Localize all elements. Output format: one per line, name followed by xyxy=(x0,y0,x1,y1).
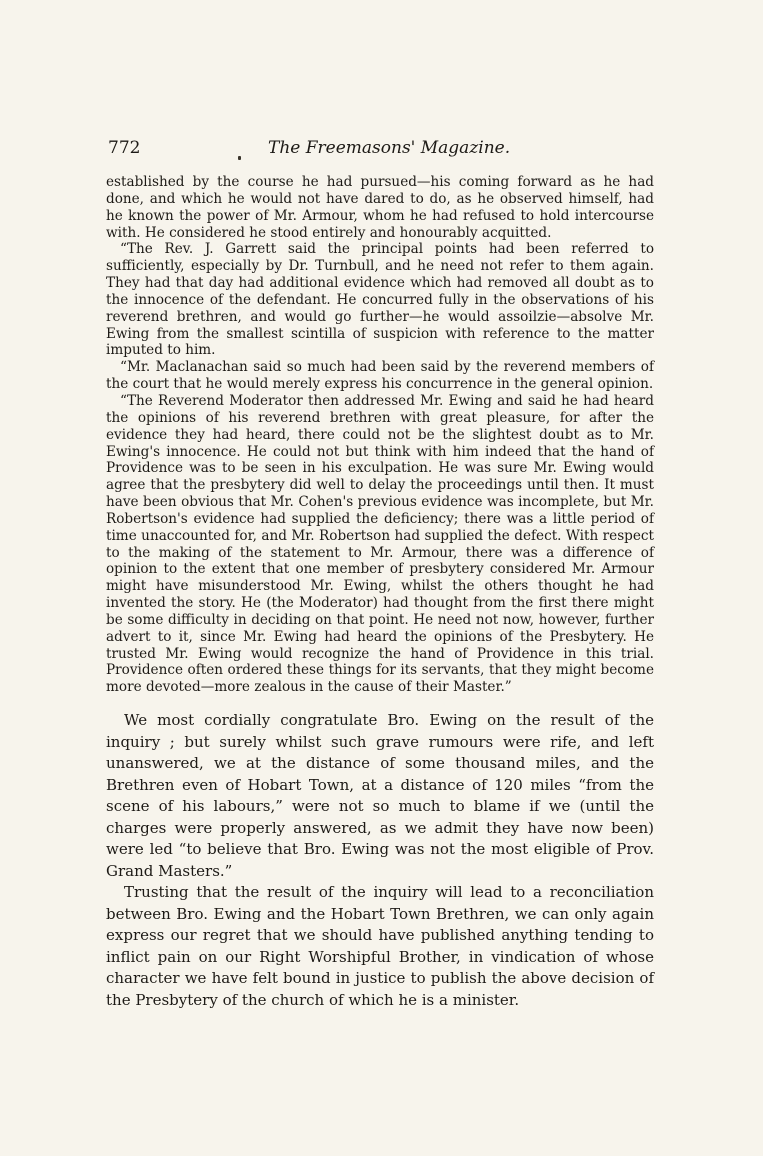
quote-paragraph: “Mr. Maclanachan said so much had been said by the reverend members of the court that he would merely express his concurrence in the general opinion. xyxy=(106,359,654,393)
running-title: The Freemasons' Magazine. xyxy=(268,138,511,158)
ink-mark xyxy=(238,156,241,160)
body-paragraph: Trusting that the result of the inquiry will lead to a reconciliation between Bro. Ewing and the Hobart Town Brethren, we can only again express our regret that we should have published anything tending to inflict pain on our Right Worshipful Brother, in vindication of whose character we have felt bound in justice to publish the above decision of the Presbytery of the church of which he is a minister. xyxy=(106,883,654,1009)
body-paragraph: We most cordially congratulate Bro. Ewing on the result of the inquiry ; but surely whilst such grave rumours were rife, and left unanswered, we at the distance of some thousand miles, and the Brethren even of Hobart Town, at a distance of 120 miles “from the scene of his labours,” were not so much to blame if we (until the charges were properly answered, as we admit they have now been) were led “to believe that Bro. Ewing was not the most eligible of Prov. Grand Masters.” xyxy=(106,711,654,880)
quote-paragraph: “The Reverend Moderator then addressed Mr. Ewing and said he had heard the opinions of his reverend brethren with great pleasure, for after the evidence they had heard, there could not be the slightest doubt as to Mr. Ewing's innocence. He could not but think with him indeed that the hand of Providence was to be seen in his exculpation. He was sure Mr. Ewing would agree that the presbytery did well to delay the proceedings until then. It must have been obvious that Mr. Cohen's previous evidence was incomplete, but Mr. Robertson's evidence had supplied the deficiency; there was a little period of time unaccounted for, and Mr. Robertson had supplied the defect. With respect to the making of the statement to Mr. Armour, there was a difference of opinion to the extent that one member of presbytery considered Mr. Armour might have misunderstood Mr. Ewing, whilst the others thought he had invented the story. He (the Moderator) had thought from the first there might be some difficulty in deciding on that point. He need not now, however, further advert to it, since Mr. Ewing had heard the opinions of the Presbytery. He trusted Mr. Ewing would recognize the hand of Providence in this trial. Providence often ordered these things for its servants, that they might become more devoted—more zealous in the cause of their Master.” xyxy=(106,392,654,696)
editorial-comment xyxy=(106,710,654,1011)
page-header xyxy=(108,138,655,164)
quote-paragraph: established by the course he had pursued—his coming forward as he had done, and which he would not have dared to do, as he observed himself, had he known the power of Mr. Armour, whom he had refused to hold intercourse with. He considered he stood entirely and honourably acquitted. xyxy=(106,174,654,241)
article-body xyxy=(106,174,654,1011)
quote-paragraph: “The Rev. J. Garrett said the principal points had been referred to sufficiently, especially by Dr. Turnbull, and he need not refer to them again. They had that day had additional evidence which had removed all doubt as to the innocence of the defendant. He concurred fully in the observations of his reverend brethren, and would go further—he would assoilzie—absolve Mr. Ewing from the smallest scintilla of suspicion with reference to the matter imputed to him. xyxy=(106,241,654,359)
quoted-report xyxy=(106,174,654,696)
page-number: 772 xyxy=(108,138,141,158)
